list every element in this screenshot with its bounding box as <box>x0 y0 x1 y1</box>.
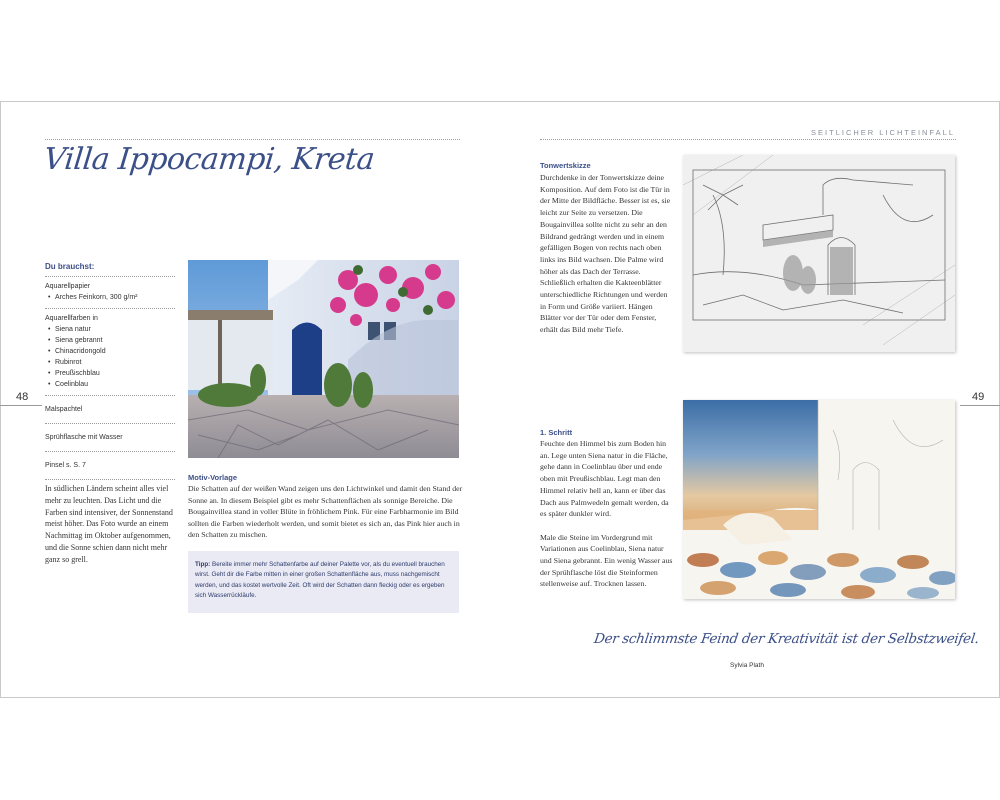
top-rule-right <box>540 139 956 140</box>
materials-paints <box>45 308 175 395</box>
materials-list <box>45 276 175 480</box>
running-head: SEITLICHER LICHTEINFALL <box>811 128 955 137</box>
list-item: • Rubinrot <box>45 357 175 368</box>
materials-paper <box>45 276 175 308</box>
list-item: • Siena gebrannt <box>45 335 175 346</box>
page-title: Villa Ippocampi, Kreta <box>42 142 376 177</box>
motif-heading: Motiv-Vorlage <box>188 473 238 482</box>
top-rule-left <box>45 139 460 140</box>
materials-heading: Du brauchst: <box>45 262 95 271</box>
step1-text <box>540 438 675 590</box>
tip-box <box>188 551 459 613</box>
step1-paragraph-1: Feuchte den Himmel bis zum Boden hin an. Lege unten Siena natur in die Fläche, gehe dann in Coelinblau über und ende oben mit Preußischblau. Legt man den Himmel relativ hell an, kann er über das Dach aus Palmwedeln gemalt werden, da es später dunkler wird. <box>540 439 669 519</box>
page-tick-right <box>960 405 1000 406</box>
value-sketch-text: Durchdenke in der Tonwertskizze deine Komposition. Auf dem Foto ist die Tür in der Mitte der Bildfläche. Besser ist es, sie leicht zur Seite zu versetzen. Die Bougainvillea sollte nicht zu sehr an den Bildrand gedrängt werden und in einem gefälligen Bogen von rechts nach oben links ins Bild wachsen. Die Palme wird höher als das Dach der Terrasse. Schließlich erhalten die Kakteenblätter unterschiedliche Richtungen und werden in Form und Größe variiert. Hängen Blätter vor der Tür oder dem Fenster, erhält das Bild mehr Tiefe. <box>540 173 671 335</box>
value-sketch-heading: Tonwertskizze <box>540 161 591 170</box>
list-item: • Chinacridongold <box>45 346 175 357</box>
materials-spray: Sprühflasche mit Wasser <box>45 423 175 451</box>
step1-paragraph-2: Male die Steine im Vordergrund mit Variationen aus Coelinblau, Siena natur und Siena gebrannt. Ein wenig Wasser aus der Sprühflasche löst die Steinformen stellenweise auf. Trocknen lassen. <box>540 532 673 589</box>
tip-label: Tipp: <box>195 561 211 568</box>
materials-brushes: Pinsel s. S. 7 <box>45 451 175 480</box>
paints-label: Aquarellfarben in <box>45 315 98 322</box>
list-item: • Preußischblau <box>45 368 175 379</box>
list-item: • Arches Feinkorn, 300 g/m² <box>45 292 175 303</box>
list-item: • Coelinblau <box>45 379 175 390</box>
list-item: • Siena natur <box>45 324 175 335</box>
step1-heading: 1. Schritt <box>540 428 573 437</box>
tip-text: Bereite immer mehr Schattenfarbe auf deiner Palette vor, als du eventuell brauchen wirst. Geht dir die Farbe mitten in einer großen Schattenfläche aus, muss nachgemischt werden, und das kostet wertvolle Zeit. Oft wird der Schatten dann fleckig oder es ergeben sich Wasserrückläufe. <box>195 561 445 600</box>
motif-text: Die Schatten auf der weißen Wand zeigen uns den Lichtwinkel und damit den Stand der Sonne an. In diesem Beispiel gibt es mehr Schattenflächen als sonnige Bereiche. Die Bougainvillea stand in voller Blüte in fröhlichem Pink. Für eine Farbharmonie im Bild sollten die Farben wiederholt werden, und somit bietet es sich an, das Pink hier auch in den Schatten zu mischen. <box>188 484 463 540</box>
page-number-left: 48 <box>16 391 29 403</box>
page-number-right: 49 <box>972 391 985 403</box>
intro-text: In südlichen Ländern scheint alles viel mehr zu leuchten. Das Licht und die Farben sind intensiver, der Sonnenstand meist höher. Das Foto wurde an einem Nachmittag im Oktober aufgenommen, und die Sonne schien dann nicht mehr ganz so grell. <box>45 484 173 564</box>
value-sketch-image <box>683 155 955 352</box>
quote-author: Sylvia Plath <box>730 662 764 669</box>
page-tick-left <box>0 405 42 406</box>
quote: Der schlimmste Feind der Kreativität ist der Selbstzweifel. <box>592 631 980 647</box>
step1-watercolor-image <box>683 400 955 599</box>
materials-spatula: Malspachtel <box>45 395 175 423</box>
paper-label: Aquarellpapier <box>45 283 91 290</box>
motif-photo <box>188 260 459 458</box>
